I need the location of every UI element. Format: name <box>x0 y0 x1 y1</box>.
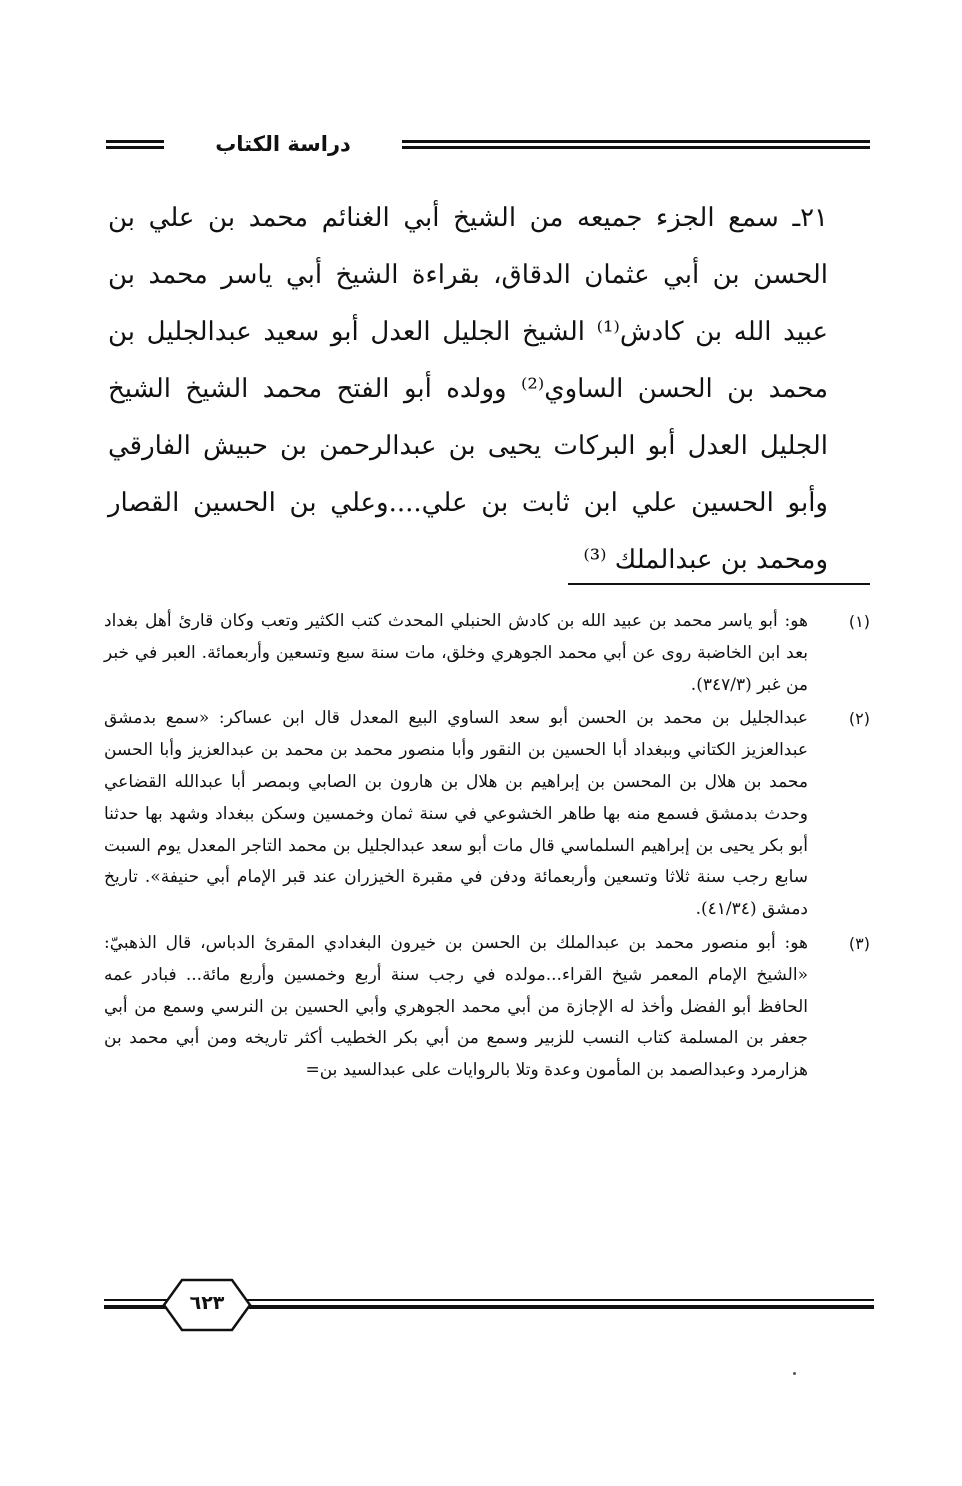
footnote-1 <box>104 606 870 701</box>
footnote-text: هو: أبو منصور محمد بن عبدالملك بن الحسن بن خيرون البغدادي المقرئ الدباس، قال الذهبيّ: «الشيخ الإمام المعمر شيخ القراء...مولده في رجب سنة أربع وخمسين وأربع مائة... فبادر عمه الحافظ أبو الفضل وأخذ له الإجازة من أبي محمد الجوهري وأبي الحسين بن النرسي وسمع من أبي جعفر بن المسلمة كتاب النسب للزبير وسمع من أبي بكر الخطيب أكثر تاريخه ومن أبي محمد بن هزارمرد وعبدالصمد بن المأمون وعدة وتلا بالروايات على عبدالسيد بن= <box>104 932 808 1081</box>
header-title: دراسة الكتاب <box>215 132 351 156</box>
page-footer <box>104 1278 874 1348</box>
page-number: ٦٢٣ <box>189 1292 225 1314</box>
running-header <box>106 128 870 164</box>
header-rule-right <box>402 140 870 149</box>
scan-speck <box>793 1372 796 1375</box>
footnote-3 <box>104 928 870 1087</box>
footnote-text: عبدالجليل بن محمد بن الحسن أبو سعد الساوي البيع المعدل قال ابن عساكر: «سمع بدمشق عبدالعزيز الكتاني وببغداد أبا الحسين بن النقور وأبا منصور محمد بن محمد بن عبدالعزيز وأبا الحسن محمد بن هلال بن المحسن بن إبراهيم بن هلال بن هارون بن الصابي وبمصر أبا عبدالله القضاعي وحدث بدمشق فسمع منه بها طاهر الخشوعي في سنة ثمان وخمسين وسكن ببغداد وشهد بها حدثنا أبو بكر يحيى بن إبراهيم السلماسي قال مات أبو سعد عبدالجليل بن محمد التاجر المعدل يوم السبت سابع رجب سنة ثلاثا وتسعين وأربعمائة ودفن في مقبرة الخيزران عند قبر الإمام أبي حنيفة». تاريخ دمشق (٤١/٣٤). <box>104 708 809 920</box>
footer-rule-right <box>244 1299 874 1309</box>
header-rule-left <box>106 140 164 149</box>
footnotes <box>104 606 870 1089</box>
footnote-number: (٢) <box>848 709 870 729</box>
footer-rule-left <box>104 1299 170 1309</box>
footnote-number: (٣) <box>848 933 870 953</box>
footnote-2 <box>104 703 870 926</box>
footnote-number: (١) <box>848 612 870 631</box>
footnote-text: هو: أبو ياسر محمد بن عبيد الله بن كادش الحنبلي المحدث كتب الكثير وتعب وكان قارئ أهل بغداد بعد ابن الخاضبة روى عن أبي محمد الجوهري وخلق، مات سنة سبع وتسعين وأربعمائة. العبر في خبر من غبر (٣٤٧/٣). <box>104 611 808 695</box>
footnote-separator <box>568 583 870 585</box>
main-paragraph: ٢١ـ سمع الجزء جميعه من الشيخ أبي الغنائم محمد بن علي بن الحسن بن أبي عثمان الدقاق، بقراءة الشيخ أبي ياسر محمد بن عبيد الله بن كادش⁽¹⁾ الشيخ الجليل العدل أبو سعيد عبدالجليل بن محمد بن الحسن الساوي⁽²⁾ وولده أبو الفتح محمد الشيخ الشيخ الجليل العدل أبو البركات يحيى بن عبدالرحمن بن حبيش الفارقي وأبو الحسين علي ابن ثابت بن علي....وعلي بن الحسين القصار ومحمد بن عبدالملك ⁽³⁾ <box>108 203 828 575</box>
